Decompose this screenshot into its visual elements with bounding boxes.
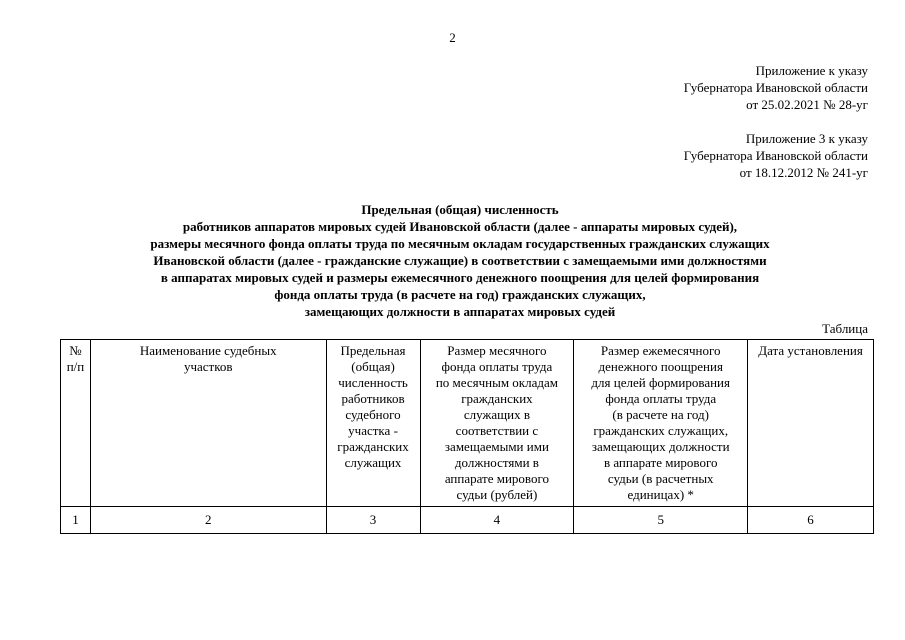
column-number: 4 [420, 507, 574, 534]
title-line: размеры месячного фонда оплаты труда по месячным окладам государственных гражданских служащих [150, 236, 770, 251]
appendix-2-line-3: от 18.12.2012 № 241-уг [739, 165, 868, 180]
header-staff-limit: Предельная (общая) численность работников судебного участка - гражданских служащих [326, 340, 420, 507]
title-line: замещающих должности в аппаратах мировых судей [304, 304, 616, 319]
header-number: № п/п [61, 340, 91, 507]
column-number: 3 [326, 507, 420, 534]
title-line: работников аппаратов мировых судей Ивановской области (далее - аппараты мировых судей), [182, 219, 738, 234]
appendix-2-line-2: Губернатора Ивановской области [683, 148, 868, 163]
data-table [60, 339, 874, 534]
header-establishment-date: Дата установления [748, 340, 874, 507]
appendix-reference-1 [684, 62, 868, 113]
table-caption: Таблица [822, 321, 868, 336]
column-number: 6 [748, 507, 874, 534]
title-line: в аппаратах мировых судей и размеры ежемесячного денежного поощрения для целей формирования [160, 270, 760, 285]
page-number: 2 [449, 30, 456, 45]
header-monthly-bonus: Размер ежемесячного денежного поощрения для целей формирования фонда оплаты труда (в расчете на год) гражданских служащих, замещающих должности в аппарате мирового судьи (в расчетных единицах) * [574, 340, 748, 507]
document-title [40, 201, 880, 320]
title-line: Предельная (общая) численность [361, 202, 559, 217]
title-line: фонда оплаты труда (в расчете на год) гражданских служащих, [274, 287, 646, 302]
appendix-1-line-2: Губернатора Ивановской области [683, 80, 868, 95]
table-header-row [61, 340, 874, 507]
column-number: 2 [90, 507, 326, 534]
header-court-district-name: Наименование судебных участков [90, 340, 326, 507]
appendix-2-line-1: Приложение 3 к указу [745, 131, 868, 146]
appendix-1-line-1: Приложение к указу [755, 63, 868, 78]
column-number: 5 [574, 507, 748, 534]
column-number: 1 [61, 507, 91, 534]
title-line: Ивановской области (далее - гражданские служащие) в соответствии с замещаемыми ими должностями [153, 253, 767, 268]
appendix-1-line-3: от 25.02.2021 № 28-уг [746, 97, 868, 112]
column-number-row [61, 507, 874, 534]
header-monthly-payroll-fund: Размер месячного фонда оплаты труда по месячным окладам гражданских служащих в соответствии с замещаемыми ими должностями в аппарате мирового судьи (рублей) [420, 340, 574, 507]
appendix-reference-2 [684, 130, 868, 181]
